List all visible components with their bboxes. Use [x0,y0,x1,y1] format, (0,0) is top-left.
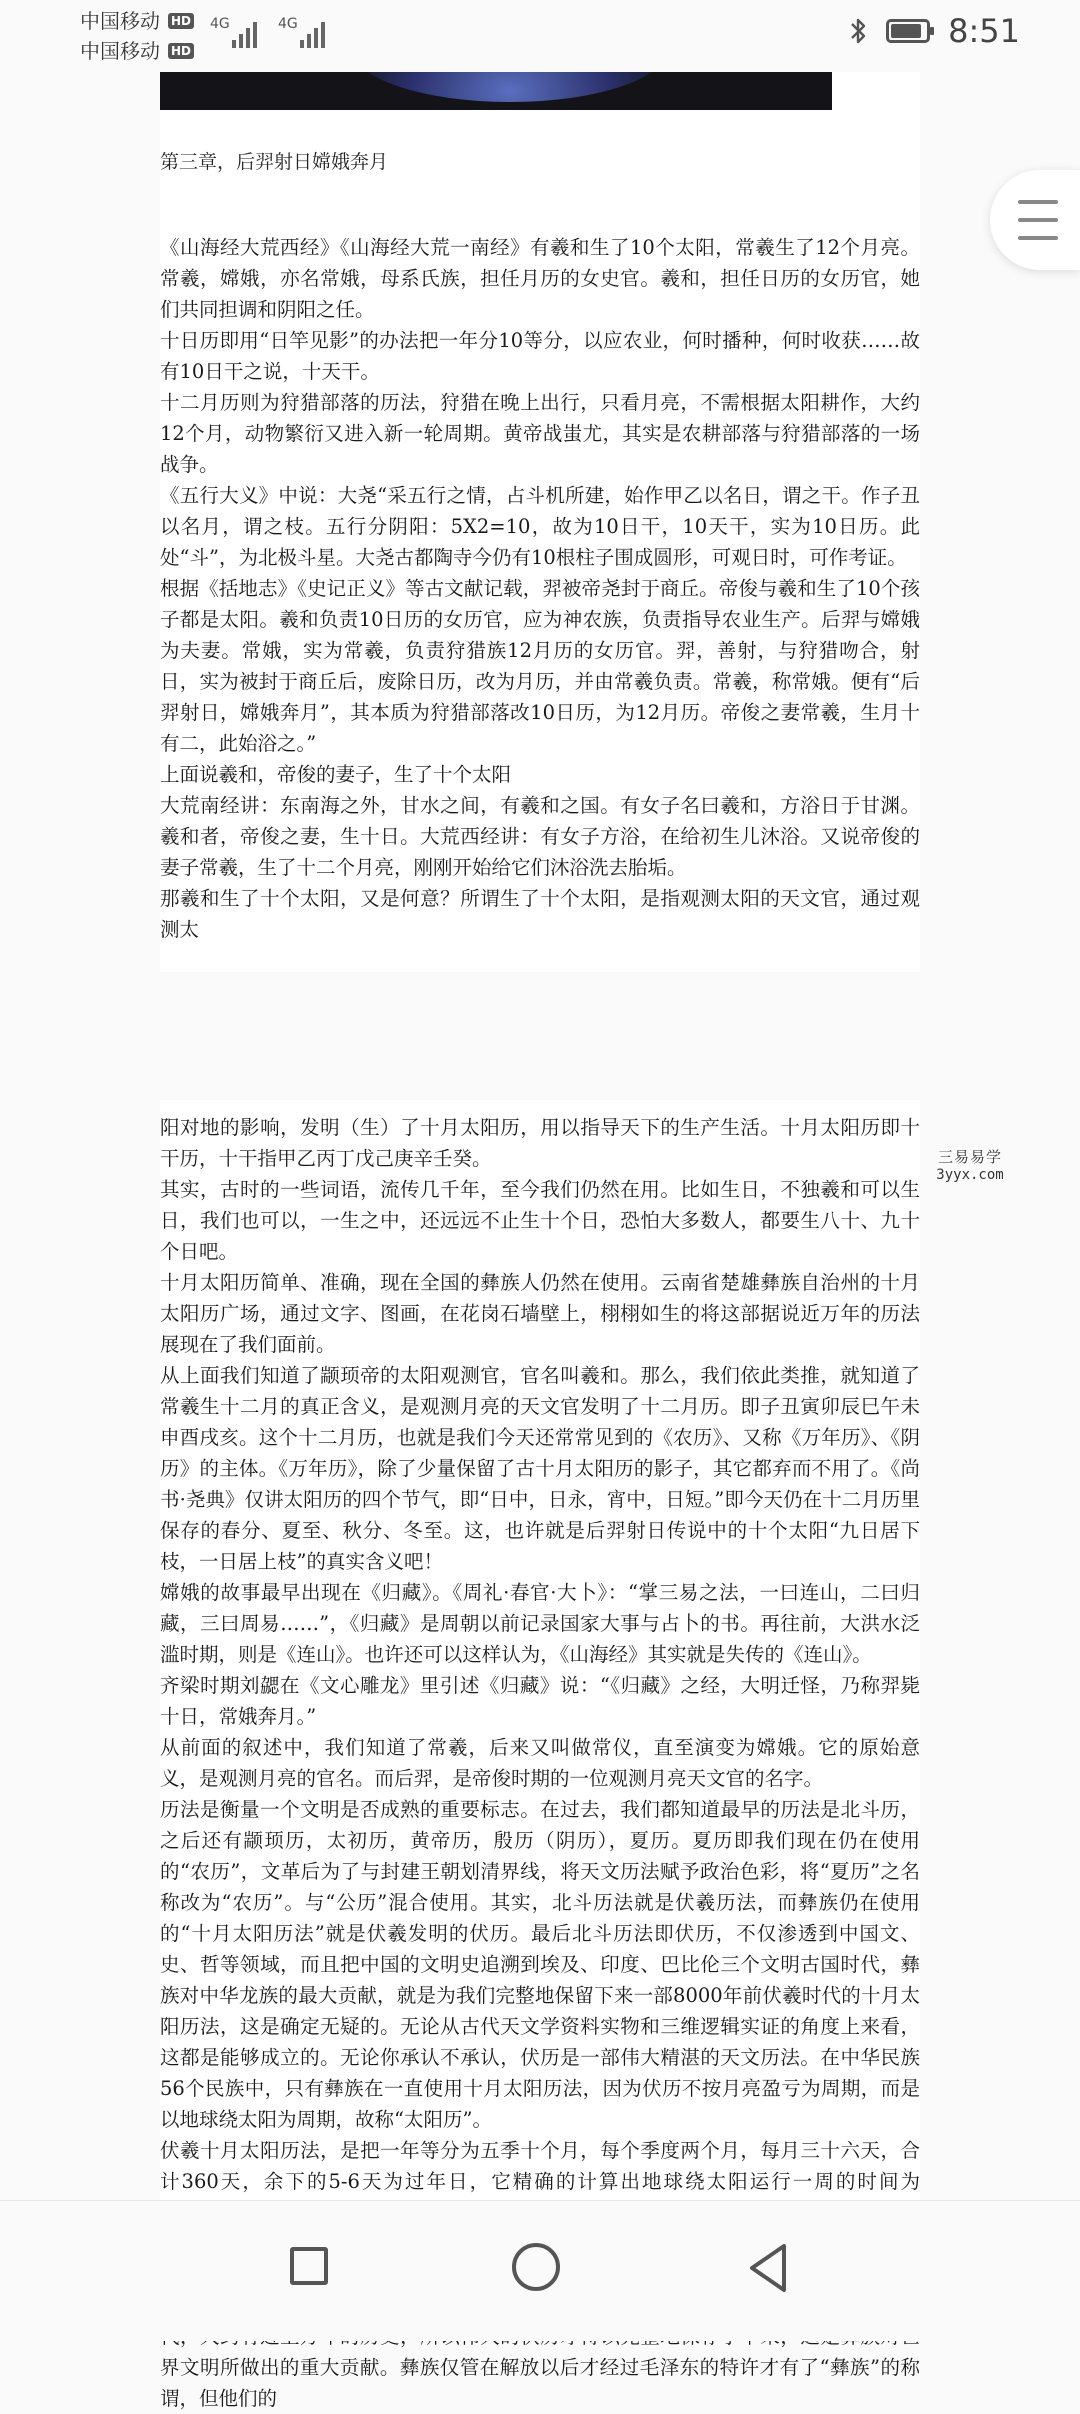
paragraph: 上面说羲和，帝俊的妻子，生了十个太阳 [160,763,512,786]
carrier-2: 中国移动 [80,39,160,63]
paragraph: 十二月历则为狩猎部落的历法，狩猎在晚上出行，只看月亮，不需根据太阳耕作，大约12个月，动物繁衍又进入新一轮周期。黄帝战蚩尤，其实是农耕部落与狩猎部落的一场战争。 [160,391,920,476]
paragraph: 从前面的叙述中，我们知道了常羲，后来又叫做常仪，直至演变为嫦娥。它的原始意义，是观测月亮的官名。而后羿，是帝俊时期的一位观测月亮天文官的名字。 [160,1736,920,1790]
signal-icon [232,18,257,48]
hd-badge: HD [168,13,194,29]
document-page-bottom[interactable] [160,1100,920,2410]
clock: 8:51 [948,12,1020,50]
paragraph: 十月太阳历简单、准确，现在全国的彝族人仍然在使用。云南省楚雄彝族自治州的十月太阳历广场，通过文字、图画，在花岗石墙壁上，栩栩如生的将这部据说近万年的历法展现在了我们面前。 [160,1271,920,1356]
paragraph: 历法是衡量一个文明是否成熟的重要标志。在过去，我们都知道最早的历法是北斗历，之后还有颛顼历，太初历，黄帝历，殷历（阴历），夏历。夏历即我们现在仍在使用的“农历”，文革后为了与封建王朝划清界线，将天文历法赋予政治色彩，将“夏历”之名称改为“农历”。与“公历”混合使用。其实，北斗历法就是伏羲历法，而彝族仍在使用的“十月太阳历法”就是伏羲发明的伏历。最后北斗历法即伏历，不仅渗透到中国文、史、哲等领域，而且把中国的文明史追溯到埃及、印度、巴比伦三个文明古国时代，彝族对中华龙族的最大贡献，就是为我们完整地保留下来一部8000年前伏羲时代的十月太阳历法，这是确定无疑的。无论从古代天文学资料实物和三维逻辑实证的角度上来看，这都是能够成立的。无论你承认不承认，伏历是一部伟大精湛的天文历法。在中华民族56个民族中，只有彝族在一直使用十月太阳历法，因为伏历不按月亮盈亏为周期，而是以地球绕太阳为周期，故称“太阳历”。 [160,1798,920,2131]
bluetooth-icon [848,16,868,46]
banner-image [160,72,832,110]
back-button[interactable] [744,2241,792,2295]
navigation-bar [0,2200,1080,2341]
menu-icon-bar [1018,200,1058,204]
status-right [848,12,1020,50]
watermark-name: 三易易学 [937,1148,1002,1166]
document-page-top[interactable] [160,72,920,972]
paragraph: 从上面我们知道了颛顼帝的太阳观测官，官名叫羲和。那么，我们依此类推，就知道了常羲生十二月的真正含义，是观测月亮的天文官发明了十二月历。即子丑寅卯辰巳午未申酉戌亥。这个十二月历，也就是我们今天还常常见到的《农历》、又称《万年历》、《阴历》的主体。《万年历》，除了少量保留了古十月太阳历的影子，其它都弃而不用了。《尚书·尧典》仅讲太阳历的四个节气，即“日中，日永，宵中，日短。”即今天仍在十二月历里保存的春分、夏至、秋分、冬至。这，也许就是后羿射日传说中的十个太阳“九日居下枝，一日居上枝”的真实含义吧！ [160,1364,920,1573]
paragraph: 嫦娥的故事最早出现在《归藏》。《周礼·春官·大卜》：“掌三易之法，一曰连山，二曰归藏，三曰周易……”，《归藏》是周朝以前记录国家大事与占卜的书。再往前，大洪水泛滥时期，则是《连山》。也许还可以这样认为，《山海经》其实就是失传的《连山》。 [160,1581,920,1666]
menu-icon-bar [1018,236,1058,240]
home-button[interactable] [512,2243,560,2291]
hd-badge-2: HD [168,43,194,59]
paragraph: 阳对地的影响，发明（生）了十月太阳历，用以指导天下的生产生活。十月太阳历即十干历，十干指甲乙丙丁戊己庚辛壬癸。 [160,1116,920,1170]
network-tag-1: 4G [210,16,230,32]
status-bar [0,0,1080,72]
chapter-title: 第三章，后羿射日嫦娥奔月 [160,151,389,173]
paragraph: 那羲和生了十个太阳，又是何意？所谓生了十个太阳，是指观测太阳的天文官，通过观测太 [160,887,920,941]
paragraph: 根据《括地志》《史记正义》等古文献记载，羿被帝尧封于商丘。帝俊与羲和生了10个孩子都是太阳。羲和负责10日历的女历官，应为神农族，负责指导农业生产。后羿与嫦娥为夫妻。常娥，实为常羲，负责狩猎族12月历的女历官。羿，善射，与狩猎吻合，射日，实为被封于商丘后，废除日历，改为月历，并由常羲负责。常羲，称常娥。便有“后羿射日，嫦娥奔月”，其本质为狩猎部落改10日历，为12月历。帝俊之妻常羲，生月十有二，此始浴之。” [160,577,920,755]
paragraph: 十日历即用“日竿见影”的办法把一年分10等分，以应农业，何时播种，何时收获……故有10日干之说，十天干。 [160,329,920,383]
paragraph: 其实，古时的一些词语，流传几千年，至今我们仍然在用。比如生日，不独羲和可以生日，我们也可以，一生之中，还远远不止生十个日，恐怕大多数人，都要生八十、九十个日吧。 [160,1178,920,1263]
paragraph: 大荒南经讲：东南海之外，甘水之间，有羲和之国。有女子名曰羲和，方浴日于甘渊。羲和者，帝俊之妻，生十日。大荒西经讲：有女子方浴，在给初生儿沐浴。又说帝俊的妻子常羲，生了十二个月亮，刚刚开始给它们沐浴洗去胎垢。 [160,794,920,879]
battery-icon [886,19,930,43]
paragraph: 伏羲十月太阳历法，是把一年等分为五季十个月，每个季度两个月，每月三十六天，合计360天，余下的5-6天为过年日，它精确的计算出地球绕太阳运行一周的时间为 [160,2139,920,2193]
paragraph: 《五行大义》中说：大尧“采五行之情，占斗机所建，始作甲乙以名日，谓之干。作子丑以名月，谓之枝。五行分阴阳：5X2=10，故为10日干，10天干，实为10日历。此处“斗”，为北极斗星。大尧古都陶寺今仍有10根柱子围成圆形，可观日时，可作考证。 [160,484,920,569]
floating-menu-button[interactable] [990,170,1080,270]
menu-icon-bar [1018,218,1058,222]
carrier-info [80,6,194,66]
document-text-top [160,232,920,945]
paragraph: 《山海经大荒西经》《山海经大荒一南经》有羲和生了10个太阳，常羲生了12个月亮。常羲，嫦娥，亦名常娥，母系氏族，担任月历的女史官。羲和，担任日历的女历官，她们共同担调和阴阳之任。 [160,236,920,321]
recent-apps-button[interactable] [290,2247,328,2285]
network-tag-2: 4G [278,16,298,32]
signal-icon-2 [300,18,325,48]
paragraph: 界文明所做出的重大贡献。彝族仅管在解放以后才经过毛泽东的特许才有了“彝族”的称谓，但他们的 [160,2356,920,2410]
watermark-url: 3yyx.com [936,1167,1004,1183]
watermark [925,1146,1015,1183]
carrier-1: 中国移动 [80,9,160,33]
paragraph: 齐梁时期刘勰在《文心雕龙》里引述《归藏》说：“《归藏》之经，大明迁怪，乃称羿毙十日，常娥奔月。” [160,1674,920,1728]
battery-fill [891,24,921,38]
